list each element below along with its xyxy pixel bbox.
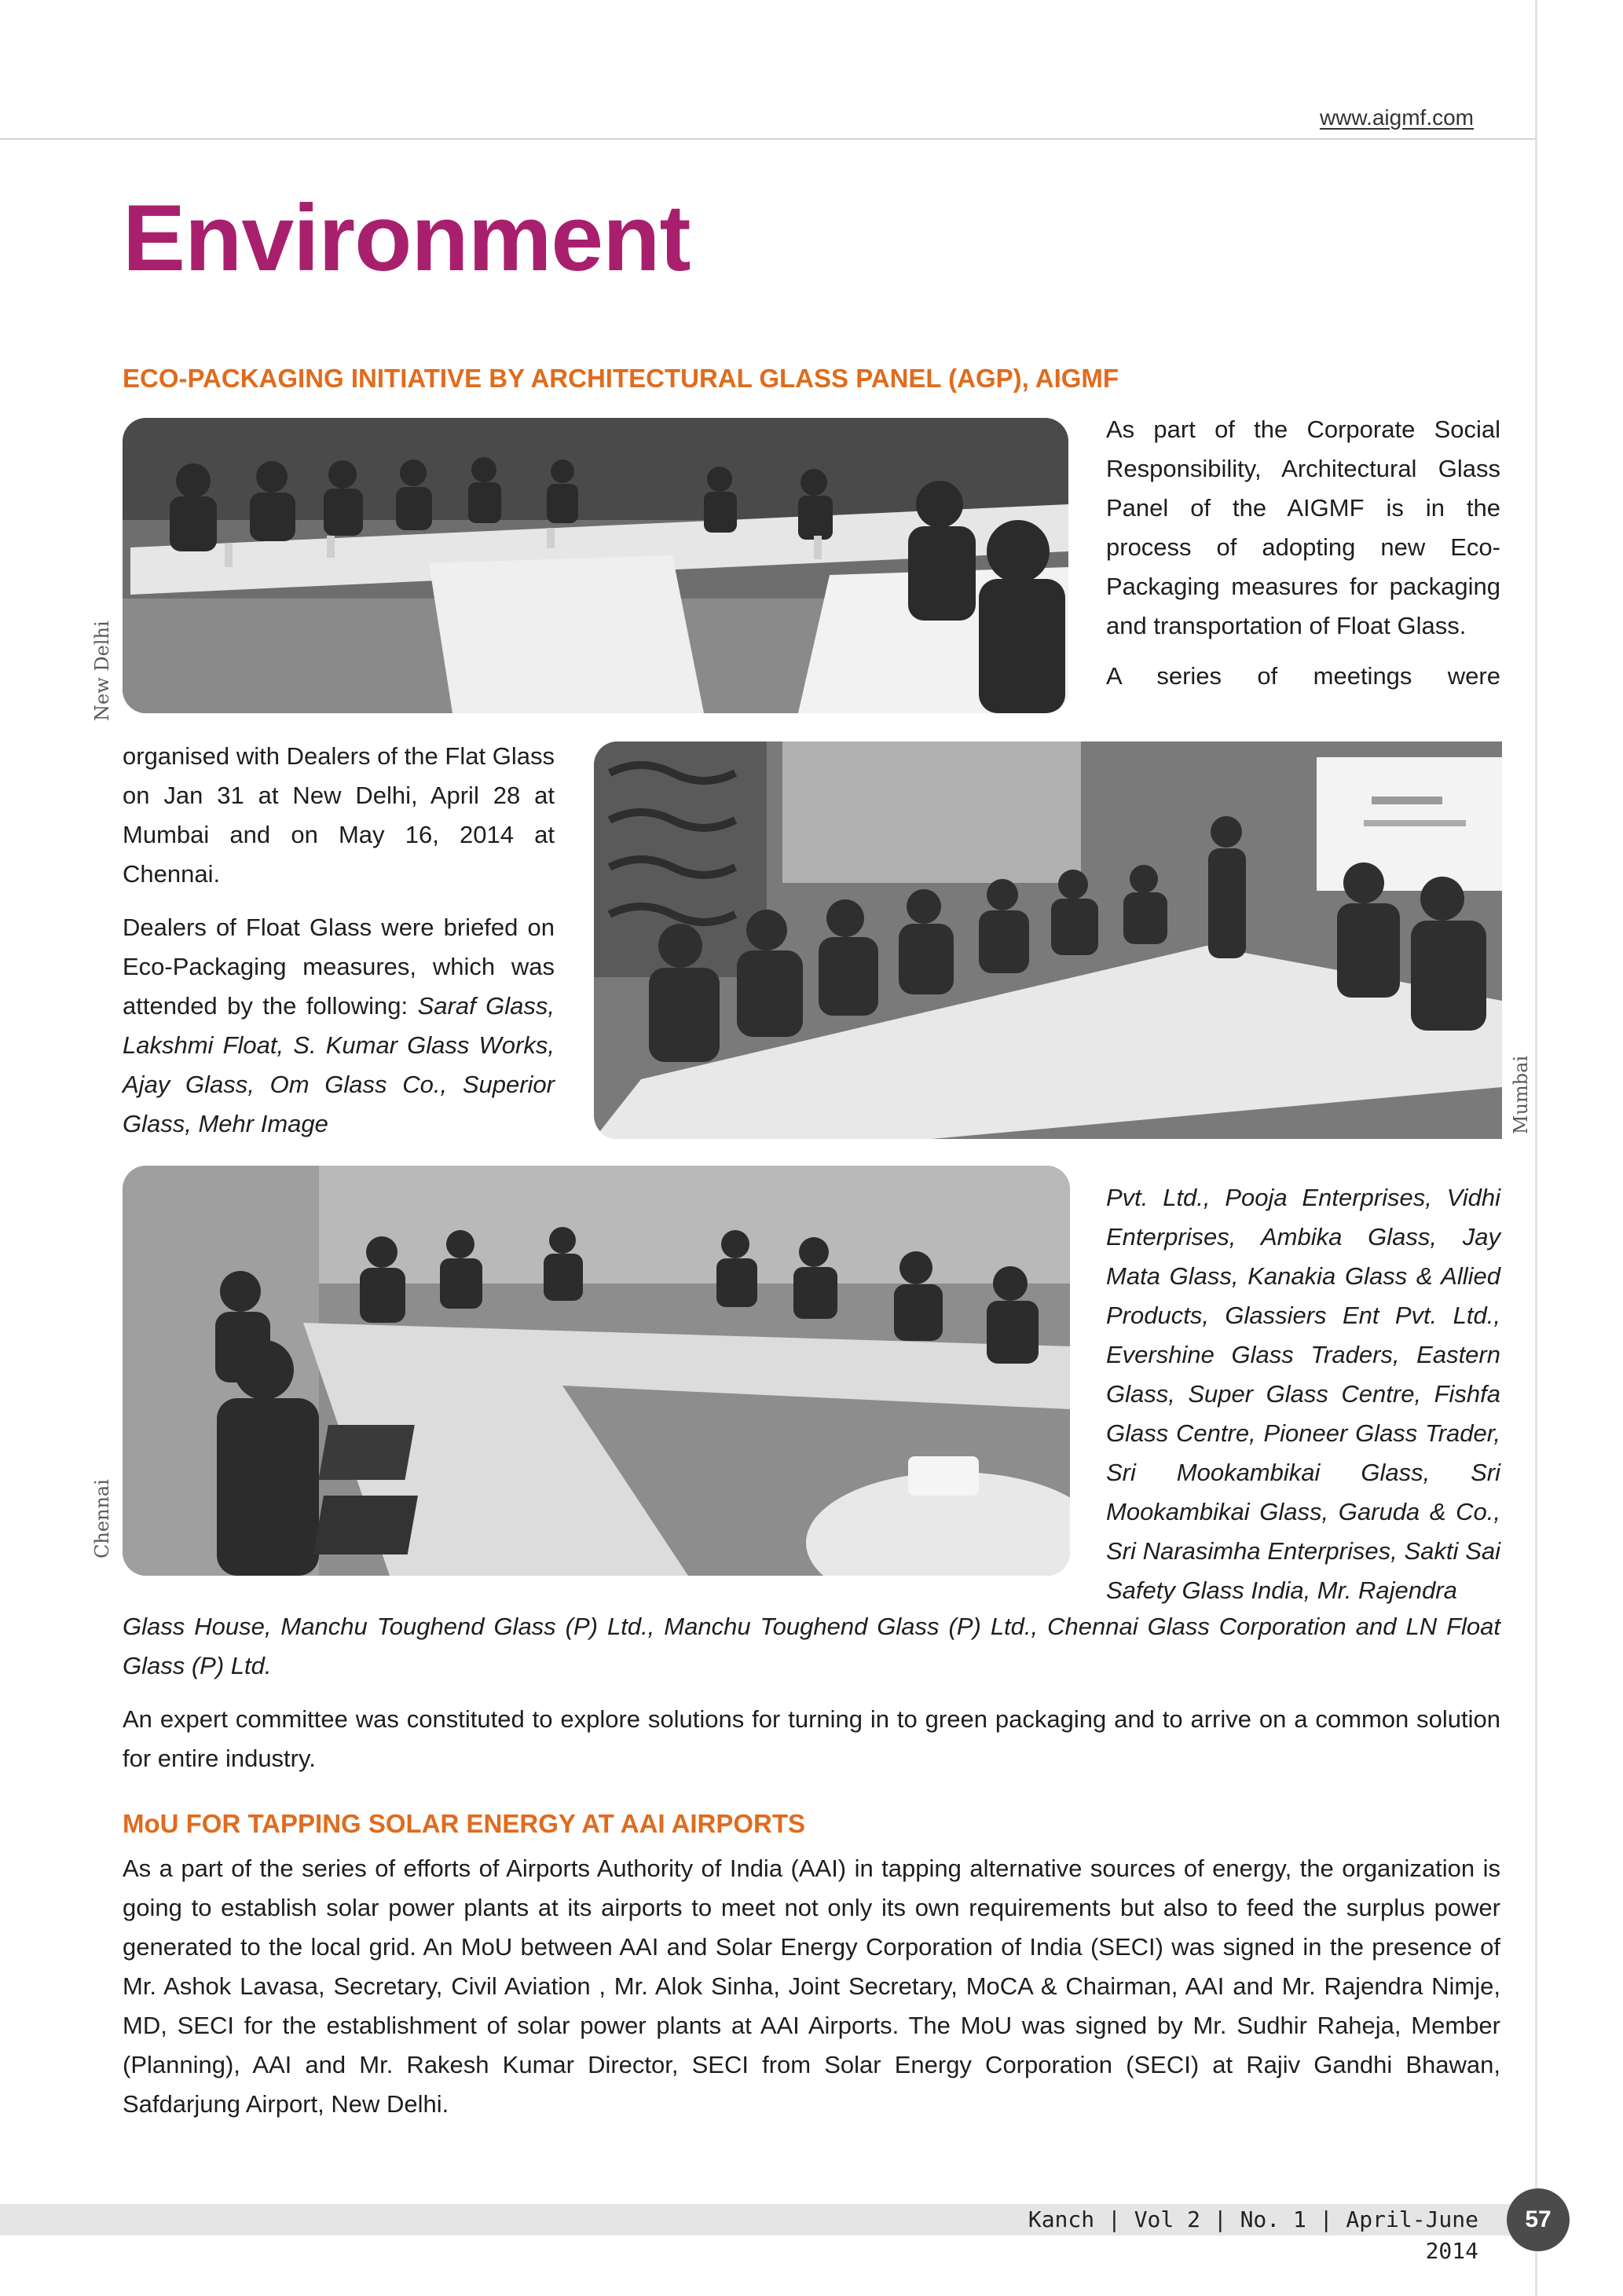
paragraph-expert-committee: An expert committee was constituted to explore solutions for turning in to green packaging and to arrive on a common solution for entire industry. [123, 1705, 1500, 1772]
paragraph-solar-mou: As a part of the series of efforts of Airports Authority of India (AAI) in tapping alternative sources of energy, the organization is going to establish solar power plants at its airports to meet not only its own requirements but also to feed the surplus power generated to the local grid. An MoU between AAI and Solar Energy Corporation of India (SECI) was signed in the presence of Mr. Ashok Lavasa, Secretary, Civil Aviation , Mr. Alok Sinha, Joint Secretary, MoCA & Chairman, AAI and Mr. Rajendra Nimje, MD, SECI for the establishment of solar power plants at AAI Airports. The MoU was signed by Mr. Sudhir Raheja, Member (Planning), AAI and Mr. Rakesh Kumar Director, SECI from Solar Energy Corporation (SECI) at Rajiv Gandhi Bhawan, Safdarjung Airport, New Delhi. [123, 1855, 1500, 2118]
dealers-list-column: Pvt. Ltd., Pooja Enterprises, Vidhi Enterprises, Ambika Glass, Jay Mata Glass, Kanakia Glass & Allied Products, Glassiers Ent Pvt. Ltd., Evershine Glass Traders, Eastern Glass, Super Glass Centre, Fishfa Glass Centre, Pioneer Glass Trader, Sri Mookambikai Glass, Sri Mookambikai Glass, Garuda & Co., Sri Narasimha Enterprises, Sakti Sai Safety Glass India, Mr. Rajendra [1106, 1184, 1500, 1604]
full-width-text [123, 1607, 1500, 1792]
article-heading-eco-packaging: ECO-PACKAGING INITIATIVE BY ARCHITECTURAL GLASS PANEL (AGP), AIGMF [123, 364, 1119, 393]
chennai-meeting-photo [123, 1166, 1070, 1576]
paragraph-csr: As part of the Corporate Social Responsibility, Architectural Glass Panel of the AIGMF is in the process of adopting new Eco-Packaging measures for packaging and transportation of Float Glass. [1106, 416, 1500, 639]
footer-publication: Kanch | Vol 2 | No. 1 | April-June 2014 [1028, 2206, 1478, 2264]
paragraph-meetings-start: A series of meetings were [1106, 662, 1500, 690]
right-margin-rule [1535, 0, 1537, 2296]
header-rule [0, 138, 1537, 140]
photo-caption-chennai: Chennai [91, 1479, 113, 1558]
dealers-intro: Dealers of Float Glass were briefed on Eco-Packaging measures, which was attended by the following: [123, 914, 555, 1020]
website-url[interactable]: www.aigmf.com [1319, 105, 1474, 130]
dealers-list-part3: Glass House, Manchu Toughend Glass (P) Ltd., Manchu Toughend Glass (P) Ltd., Chennai Glass Corporation and LN Float Glass (P) Ltd. [123, 1613, 1500, 1679]
photo-caption-mumbai: Mumbai [1510, 1055, 1532, 1134]
dealers-list-part1: Saraf Glass, Lakshmi Float, S. Kumar Glass Works, Ajay Glass, Om Glass Co., Superior Glass, Mehr Image [123, 992, 555, 1137]
photo-caption-new-delhi: New Delhi [91, 621, 113, 721]
new-delhi-meeting-photo [123, 418, 1068, 713]
meetings-text-column [123, 737, 555, 1158]
paragraph-meetings-rest: organised with Dealers of the Flat Glass on Jan 31 at New Delhi, April 28 at Mumbai and on May 16, 2014 at Chennai. [123, 742, 555, 888]
mumbai-meeting-photo [594, 742, 1502, 1139]
page-title: Environment [123, 185, 691, 291]
article-heading-solar-mou: MoU FOR TAPPING SOLAR ENERGY AT AAI AIRPORTS [123, 1809, 806, 1838]
paragraph-dealers [123, 908, 555, 1144]
intro-text-column [1106, 410, 1500, 710]
page-number-badge: 57 [1507, 2188, 1570, 2251]
